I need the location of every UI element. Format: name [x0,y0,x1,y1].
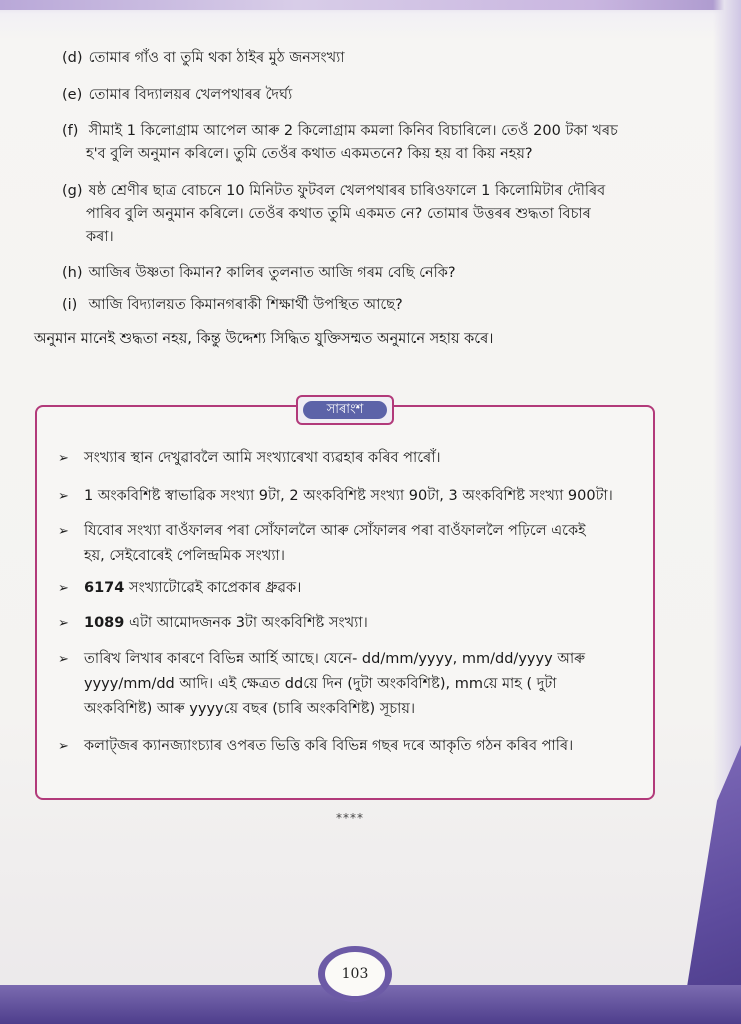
question-d [62,47,652,70]
summary-item-text: হয়, সেইবোৰেই পেলিন্দ্ৰমিক সংখ্যা। [84,548,285,564]
question-i [62,294,652,317]
question-g [62,180,652,249]
section-separator: **** [336,811,364,825]
page-number-badge [318,946,392,1002]
question-label: (e) [62,87,83,103]
arrow-bullet-icon: ➢ [58,652,69,667]
arrow-bullet-icon: ➢ [58,581,69,596]
note-text: অনুমান মানেই শুদ্ধতা নহয়, কিন্তু উদ্দেশ্য সিদ্ধিত যুক্তিসম্মত অনুমানে সহায় কৰে। [34,331,494,347]
corner-decoration [681,745,741,1024]
question-text-continued: পাৰিব বুলি অনুমান কৰিলে। তেওঁৰ কথাত তুমি একমত নে? তোমাৰ উত্তৰৰ শুদ্ধতা বিচাৰ [86,206,591,222]
question-text: তোমাৰ গাঁও বা তুমি থকা ঠাইৰ মুঠ জনসংখ্যা [88,50,345,66]
page-number: 103 [325,952,385,996]
arrow-bullet-icon: ➢ [58,739,69,754]
top-band [0,0,741,10]
question-label: (i) [62,297,78,313]
question-label: (d) [62,50,83,66]
question-text: আজিৰ উষ্ণতা কিমান? কালিৰ তুলনাত আজি গৰম বেছি নেকি? [88,265,456,281]
question-text: তোমাৰ বিদ্যালয়ৰ খেলপথাৰৰ দৈৰ্ঘ্য [88,87,293,103]
question-text: ষষ্ঠ শ্ৰেণীৰ ছাত্ৰ বোচনে 10 মিনিটত ফুটবল খেলপথাৰৰ চাৰিওফালে 1 কিলোমিটাৰ দৌৰিব [88,183,606,199]
question-text: সীমাই 1 কিলোগ্ৰাম আপেল আৰু 2 কিলোগ্ৰাম কমলা কিনিব বিচাৰিলে। তেওঁ 200 টকা খৰচ [88,123,618,139]
question-text: আজি বিদ্যালয়ত কিমানগৰাকী শিক্ষাৰ্থী উপস্থিত আছে? [88,297,403,313]
summary-item-text: সংখ্যাৰ স্থান দেখুৱাবলৈ আমি সংখ্যাৰেখা ব্যৱহাৰ কৰিব পাৰোঁ। [84,450,441,466]
summary-item-text: যিবোৰ সংখ্যা বাওঁফালৰ পৰা সোঁফাললৈ আৰু সোঁফালৰ পৰা বাওঁফাললৈ পঢ়িলে একেই [84,523,586,539]
summary-item-text: কলাট্‌জৰ ক্যানজ্যাংচ্যাৰ ওপৰত ভিত্তি কৰি বিভিন্ন গছৰ দৰে আকৃতি গঠন কৰিব পাৰি। [84,738,574,754]
summary-item-text: তাৰিখ লিখাৰ কাৰণে বিভিন্ন আৰ্হি আছে। যেনে- dd/mm/yyyy, mm/dd/yyyy আৰু [84,651,586,667]
summary-item-text: অংকবিশিষ্ট) আৰু yyyyয়ে বছৰ (চাৰি অংকবিশিষ্ট) সূচায়। [84,701,416,717]
question-h [62,262,652,285]
summary-item [58,484,648,509]
summary-item-text [58,611,648,636]
arrow-bullet-icon: ➢ [58,489,69,504]
summary-item-text: 1 অংকবিশিষ্ট স্বাভাৱিক সংখ্যা 9টা, 2 অংকবিশিষ্ট সংখ্যা 90টা, 3 অংকবিশিষ্ট সংখ্যা 900টা। [84,488,613,504]
summary-item [58,611,648,636]
arrow-bullet-icon: ➢ [58,451,69,466]
question-label: (f) [62,123,79,139]
summary-item [58,446,648,471]
question-label: (h) [62,265,83,281]
summary-item-rest: সংখ্যাটোৱেই কাপ্ৰেকাৰ ধ্ৰুৱক। [124,580,302,596]
question-text-continued: কৰা। [86,229,114,245]
kaprekar-constant: 6174 [84,580,125,596]
summary-item [58,576,648,601]
summary-item [58,519,648,569]
summary-item-text [58,576,648,601]
summary-item-rest: এটা আমোদজনক 3টা অংকবিশিষ্ট সংখ্যা। [124,615,368,631]
question-text-continued: হ'ব বুলি অনুমান কৰিলে। তুমি তেওঁৰ কথাত একমতনে? কিয় হয় বা কিয় নহয়? [86,146,533,162]
question-f [62,120,652,166]
arrow-bullet-icon: ➢ [58,616,69,631]
summary-title-frame [296,395,394,425]
summary-title: সাৰাংশ [303,401,387,419]
number-1089: 1089 [84,615,125,631]
question-e [62,84,652,107]
summary-item-text: yyyy/mm/dd আদি। এই ক্ষেত্ৰত ddয়ে দিন (দুটা অংকবিশিষ্ট), mmয়ে মাহ ( দুটা [84,676,557,692]
summary-item [58,647,648,722]
question-label: (g) [62,183,83,199]
summary-item [58,734,648,759]
arrow-bullet-icon: ➢ [58,524,69,539]
